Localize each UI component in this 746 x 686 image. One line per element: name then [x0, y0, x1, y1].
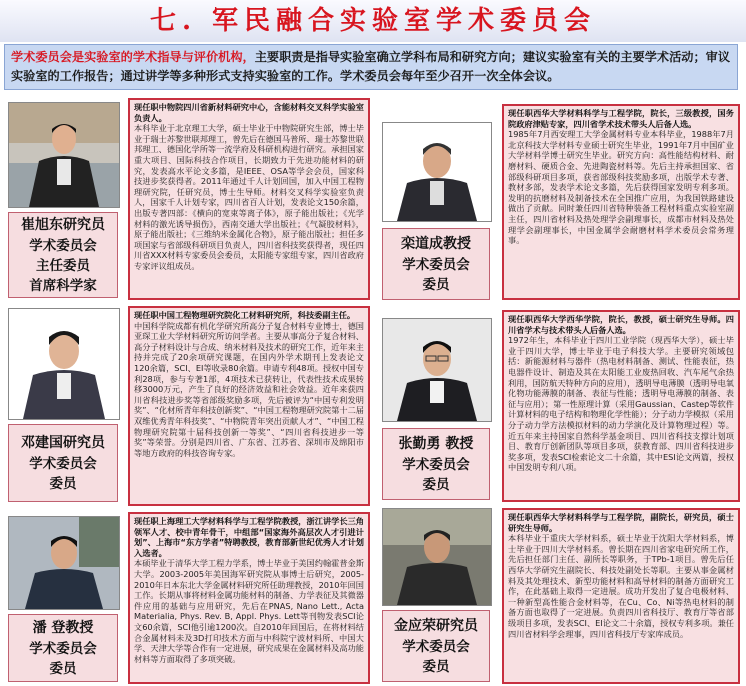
portrait-photo — [8, 102, 120, 208]
member-role: 首席科学家 — [29, 278, 97, 294]
member-role: 学术委员会 — [29, 456, 97, 472]
portrait-photo — [382, 318, 492, 422]
member-bio-6 — [502, 508, 740, 684]
member-name: 张勤勇 教授 — [398, 436, 474, 452]
member-card-6 — [382, 610, 490, 682]
member-bio-4 — [502, 310, 740, 502]
member-card-5 — [8, 614, 118, 682]
bio-heading: 现任职上海理工大学材料科学与工程学院教授，浙江讲学长三角领军人才、校中青年骨干，中组部“国家海外高层次人才引进计划”、上海市“东方学者”特聘教授，教育部新世纪优秀人才计划入选者。 — [134, 516, 364, 558]
member-bio-2 — [502, 104, 740, 300]
intro-paragraph — [4, 44, 738, 90]
page-title: 七. 军民融合实验室学术委员会 — [149, 6, 597, 36]
member-role: 学术委员会 — [29, 238, 97, 254]
bio-text: 1972年生，本科毕业于四川工业学院（现西华大学），硕士毕业于四川大学，博士毕业于电子科技大学。主要研究领域包括：新能源材料与器件（热电材料制备、测试、性能表征，热电器件设计、制造及其在太阳能工业废热回收、汽车尾气余热利用，国防航天特种方向的应用），透明导电薄膜（透明导电氧化物功能薄膜的制备、表征与性能；透明导电薄膜的制备、表征与应用）；第一性原理计算（采用Gaussian、Castep等软件计算材料的电子结构和物理化学性能）；分子动力学模拟（采用分子动力学方法模拟材料的动力学演化及计算物理过程）等。近五年来主持国家自然科学基金项目、四川省科技支撑计划项目、教育厅创新团队等项目多项，获教育部、四川省科技进步奖多项，发表SCI检索论文二十余篇，其中ESI论文两篇，授权中国发明专利八项。 — [508, 335, 734, 473]
member-card-1 — [8, 212, 118, 298]
portrait-photo — [8, 516, 120, 610]
bio-text: 1985年7月西安理工大学金属材料专业本科毕业，1988年7月北京科技大学材料专业硕士研究生毕业，1991年7月中国矿业大学材料学博士研究生毕业。研究方向：高性能结构材料、耐磨材料、硬质合金、先进陶瓷材料等。先后主持承担国家、省部级科研项目多项，获省部级科技奖励多项，出版学术专著、教材多部，发表学术论文多篇，先后获得国家发明专利多项。发明的抗磨材料及制备技术在全国推广应用，为我国铁路建设做出了贡献。同时兼任四川省特种装备工程材料重点实验室副主任，四川省材料及热处理学会副理事长，成都市材料及热处理学会副理事长，中国金属学会耐磨材料学术委员会常务理事。 — [508, 129, 734, 246]
member-role: 学术委员会 — [402, 639, 470, 655]
member-role: 学术委员会 — [29, 641, 97, 657]
bio-heading: 现任职中国工程物理研究院化工材料研究所，科技委副主任。 — [134, 310, 356, 320]
bio-heading: 现任职西华大学西华学院，院长，教授，硕士研究生导师。四川省学术与技术带头人后备人选。 — [508, 314, 734, 335]
member-role: 委员 — [49, 661, 77, 677]
member-role: 主任委员 — [36, 258, 90, 274]
member-role: 学术委员会 — [402, 257, 470, 273]
member-bio-1 — [128, 98, 370, 300]
bio-heading: 现任职中物院四川省新材料研究中心，含能材料交叉科学实验室负责人。 — [134, 102, 364, 123]
bio-text: 本硕毕业于清华大学工程力学系，博士毕业于美国约翰霍普金斯大学。2003-2005年美国海军研究院从事博士后研究，2005-2010年日本东北大学金属材料研究所任助理教授，2010年回国工作。长期从事将材料金属功能材料的制备、力学表征及其微器件应用的基础与应用研究，先后在PNAS, Nano Lett., Acta Materialia, Phys. Rev. B, Appl. Phys. Lett等刊物发表SCI论文60余篇，SCI他引逾1200次。自2010年回国后，在将材料结合金属材料未及3D打印技术方面与中科院宁波材料所、中国大学、天津大学等合作有一定进展，研究成果在金属材料及高功能材料等方面取得了多项突破。 — [134, 558, 364, 664]
member-name: 金应荣研究员 — [394, 618, 478, 634]
member-bio-5 — [128, 512, 370, 684]
intro-highlight: 学术委员会是实验室的学术指导与评价机构， — [11, 50, 255, 64]
member-name: 栾道成教授 — [401, 236, 471, 252]
bio-heading: 现任职西华大学材料科学与工程学院，院长，三级教授，国务院政府津贴专家，四川省学术技术带头人后备人选。 — [508, 108, 734, 129]
member-card-2 — [382, 228, 490, 300]
member-card-3 — [8, 424, 118, 502]
bio-text: 本科毕业于北京理工大学，硕士毕业于中物院研究生部，博士毕业于瑞士苏黎世联邦理工，曾先后在德国马普所、瑞士苏黎世联邦理工、德国化学所等一流学府及科研机构进行研究。承担国家重大项目、国际科技合作项目，长期致力于先进功能材料的研究，发表高水平论文多篇，是IEEE、OSA等学会会员，国家科技进步奖获得者。2011年通过千人计划回国，加入中国工程物理研究院，任研究员，博士生导师。材料交叉科学实验室负责人，国家千人计划专家，四川省百人计划，发表论文150余篇，出版专著四部：《横向的宽束等离子体》，原子能出版社；《光学材料的激光诱导损伤》，西南交通大学出版社；《气凝胶材料》，原子能出版社；《三维纳米金属化合物》，原子能出版社；担任多项国家与省部级科研项目负责人，四川省科技奖获得者，现任四川省XXX材料专家委员会委员，太阳能专家组专家，四川省政府专家评议组成员。 — [134, 123, 364, 271]
portrait-photo — [382, 508, 492, 606]
member-role: 委员 — [422, 659, 450, 675]
intro-text: 主要职责是指导实验室确立学科布局和研究方向；建议实验室有关的主要学术活动；审议实验室的工作报告；通过讲学等多种形式支持实验室的工作。学术委员会每年至少召开一次全体会议。 — [11, 50, 731, 83]
member-name: 邓建国研究员 — [21, 435, 105, 451]
bio-text: 中国科学院成都有机化学研究所高分子复合材料专业博士，德国亚琛工业大学材料研究所访问学者。主要从事高分子复合材料、高分子材料设计与合成、纳米材料及技术的研究工作，近年来主持并完成了20余项研究课题，在国内外学术期刊上发表论文120余篇，SCI、EI等收录80余篇。申请专利48项。授权中国专利28项，参与专著1部，4项技术已获转让，代表性技术成果转移3000万元，产生了良好的经济效益和社会效益。近年来获四川省科技进步奖等省部级奖励多项，先后被评为“中国专利发明奖”、“化材所青年科技创新奖”、“中国工程物理研究院第十二届双维优秀青年科技奖”、“中物院青年突出贡献人才”、“中国工程物理研究院第十届科技创新一等奖”、“四川省科技进步一等奖”等荣誉。分别是四川省、广东省、江苏省、深圳市及绵阳市等地方政府的科技咨询专家。 — [134, 320, 364, 458]
member-role: 委员 — [49, 476, 77, 492]
portrait-photo — [382, 122, 492, 222]
bio-heading: 现任职西华大学材料科学与工程学院，副院长，研究员，硕士研究生导师。 — [508, 512, 734, 533]
member-card-4 — [382, 428, 490, 500]
member-role: 委员 — [422, 477, 450, 493]
portrait-photo — [8, 308, 120, 420]
member-name: 崔旭东研究员 — [21, 217, 105, 233]
member-bio-3 — [128, 306, 370, 506]
page-title-bar — [0, 0, 746, 42]
bio-text: 本科毕业于重庆大学材料系，硕士毕业于沈阳大学材料系，博士毕业于四川大学材料系。曾长期在四川省家电研究所工作，先后担任部门主任、副所长等职务，于TPb-1项目。曾先后任西华大学研究生副院长、科技处副处长等职。主要从事金属材料及其处理技术、新型功能材料和高导材料的制备方面研究工作，在此基础上取得一定进展。成功开发出了复合电极材料、一种新型高性能合金材料等，在Cu、Co、Ni等热电材料的制备方面也取得了一定进展。负责四川省科技厅、教育厅等省部级项目多项，发表SCI、EI论文二十余篇，授权专利多项。兼任四川省材料学会理事，四川省科技厅专家库成员。 — [508, 533, 734, 639]
member-role: 委员 — [422, 277, 450, 293]
member-name: 潘 登教授 — [32, 620, 94, 636]
member-role: 学术委员会 — [402, 457, 470, 473]
